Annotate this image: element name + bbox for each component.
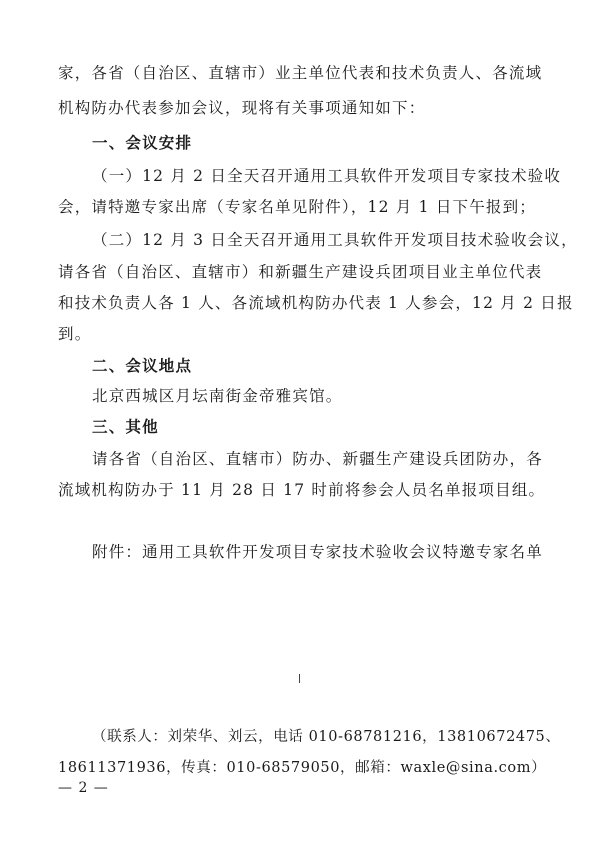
section1-item1-line-1: （一）12 月 2 日全天召开通用工具软件开发项目专家技术验收 xyxy=(92,167,562,185)
section3-line-1: 请各省（自治区、直辖市）防办、新疆生产建设兵团防办，各 xyxy=(92,450,543,468)
section1-item2-line-3: 和技术负责人各 1 人、各流域机构防办代表 1 人参会，12 月 2 日报 xyxy=(58,294,574,312)
section3-line-2: 流域机构防办于 11 月 28 日 17 时前将参会人员名单报项目组。 xyxy=(58,481,546,499)
contact-line-2: 18611371936，传真：010-68579050，邮箱：waxle@sina.com） xyxy=(58,760,547,776)
section2-text: 北京西城区月坛南街金帝雅宾馆。 xyxy=(92,387,343,405)
section1-item2-line-1: （二）12 月 3 日全天召开通用工具软件开发项目技术验收会议， xyxy=(92,231,578,249)
intro-line-1: 家，各省（自治区、直辖市）业主单位代表和技术负责人、各流域 xyxy=(58,64,543,82)
page-number: — 2 — xyxy=(58,780,109,796)
section3-heading: 三、其他 xyxy=(92,418,159,436)
intro-line-2: 机构防办代表参加会议，现将有关事项通知如下： xyxy=(58,99,426,117)
section1-heading: 一、会议安排 xyxy=(92,134,193,152)
section2-heading: 二、会议地点 xyxy=(92,357,193,375)
attachment-line: 附件：通用工具软件开发项目专家技术验收会议特邀专家名单 xyxy=(92,543,543,561)
section1-item1-line-2: 会，请特邀专家出席（专家名单见附件），12 月 1 日下午报到； xyxy=(58,198,537,216)
section1-item2-line-4: 到。 xyxy=(58,325,92,343)
contact-line-1: （联系人：刘荣华、刘云，电话 010-68781216，13810672475、 xyxy=(92,729,561,745)
section1-item2-line-2: 请各省（自治区、直辖市）和新疆生产建设兵团项目业主单位代表 xyxy=(58,263,543,281)
scan-mark xyxy=(299,674,300,683)
